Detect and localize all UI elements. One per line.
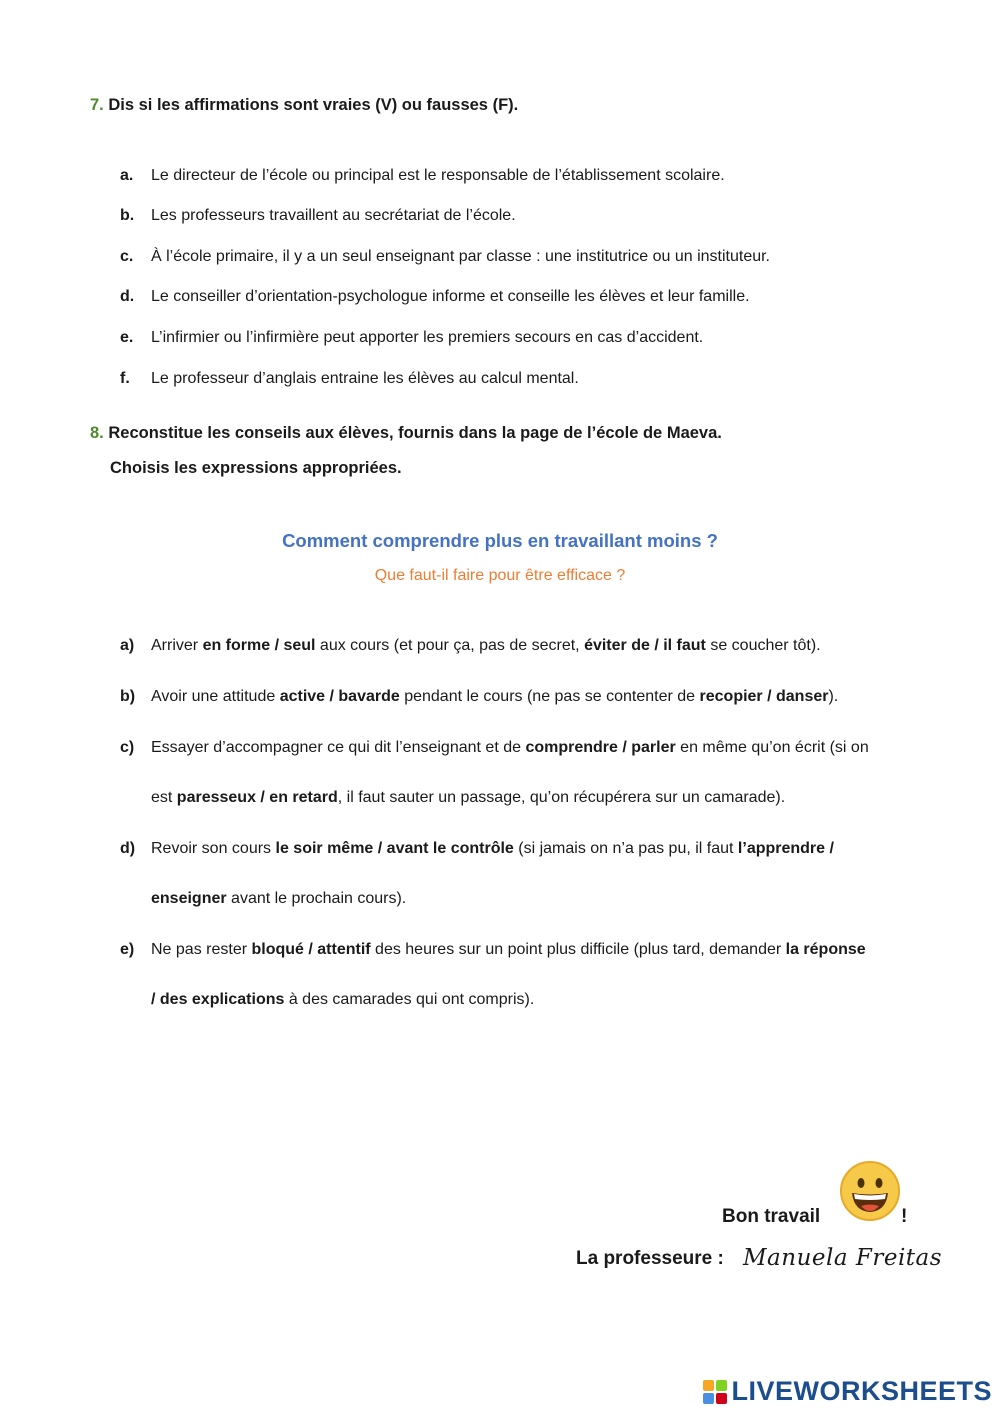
advice-text: pendant le cours (ne pas se contenter de (399, 688, 700, 705)
q7-item-text: À l’école primaire, il y a un seul enseignant par classe : une institutrice ou un instituteur. (151, 248, 770, 265)
advice-text: à des camarades qui ont compris). (284, 991, 535, 1008)
q7-item-label: c. (120, 248, 134, 265)
advice-label: d) (120, 840, 136, 857)
q7-item-label: e. (120, 329, 134, 346)
advice-text: Essayer d’accompagner ce qui dit l’enseignant et de (151, 739, 526, 756)
advice-choice: recopier / danser (699, 688, 829, 705)
teacher-label: La professeure : (576, 1248, 724, 1269)
advice-text: est (151, 789, 177, 806)
q7-item-text: L’infirmier ou l’infirmière peut apporter les premiers secours en cas d’accident. (151, 329, 704, 346)
teacher-signature: Manuela Freitas (743, 1245, 943, 1271)
advice-choice: / des explications (151, 991, 285, 1008)
advice-item-c (120, 739, 869, 757)
advice-choice: enseigner (151, 890, 227, 907)
advice-text: des heures sur un point plus difficile (plus tard, demander (370, 941, 786, 958)
q7-item-c (120, 248, 770, 266)
bon-travail: Bon travail (722, 1206, 821, 1227)
advice-choice: paresseux / en retard (176, 789, 338, 806)
advice-choice: la réponse (785, 941, 866, 958)
q7-item-a (120, 167, 725, 185)
advice-text: Arriver (151, 637, 203, 654)
advice-item-d-cont (151, 890, 406, 908)
advice-label: e) (120, 941, 135, 958)
advice-choice: active / bavarde (279, 688, 400, 705)
q7-item-label: d. (120, 288, 135, 305)
advice-item-b (120, 688, 838, 706)
advice-choice: bloqué / attentif (251, 941, 371, 958)
advice-choice: l’apprendre / (737, 840, 834, 857)
advice-text: Avoir une attitude (151, 688, 280, 705)
smiley-icon (839, 1160, 901, 1222)
advice-text: Ne pas rester (151, 941, 252, 958)
q7-item-d (120, 288, 750, 306)
advice-item-e (120, 941, 866, 959)
advice-label: c) (120, 739, 135, 756)
q7-title: Dis si les affirmations sont vraies (V) ou fausses (F). (108, 96, 519, 114)
advice-text: (si jamais on n’a pas pu, il faut (513, 840, 738, 857)
advice-item-c-cont (151, 789, 785, 807)
advice-item-a (120, 637, 821, 655)
advice-title: Comment comprendre plus en travaillant moins ? (282, 530, 718, 551)
q7-item-label: b. (120, 207, 135, 224)
q7-item-text: Le conseiller d’orientation-psychologue informe et conseille les élèves et leur famille. (151, 288, 750, 305)
advice-choice: comprendre / parler (525, 739, 676, 756)
advice-text: ). (828, 688, 839, 705)
q7-item-label: f. (120, 370, 130, 387)
advice-text: aux cours (et pour ça, pas de secret, (315, 637, 585, 654)
advice-label: b) (120, 688, 136, 705)
advice-item-e-cont (151, 991, 534, 1009)
advice-text: se coucher tôt). (705, 637, 821, 654)
q7-number: 7. (90, 96, 104, 114)
advice-subtitle: Que faut-il faire pour être efficace ? (374, 567, 626, 584)
liveworksheets-logo (703, 1376, 992, 1407)
q7-item-text: Les professeurs travaillent au secrétariat de l’école. (151, 207, 516, 224)
q7-item-text: Le professeur d’anglais entraine les élèves au calcul mental. (151, 370, 579, 387)
brand-name: LIVEWORKSHEETS (731, 1376, 992, 1406)
advice-label: a) (120, 637, 135, 654)
brand-grid-icon (703, 1380, 727, 1404)
advice-text: avant le prochain cours). (226, 890, 407, 907)
exclamation: ! (901, 1206, 908, 1227)
q8-heading (90, 424, 722, 443)
q8-title-line2: Choisis les expressions appropriées. (110, 459, 402, 477)
q7-item-f (120, 370, 579, 388)
advice-text: en même qu’on écrit (si on (675, 739, 869, 756)
q7-item-text: Le directeur de l’école ou principal est le responsable de l’établissement scolaire. (151, 167, 725, 184)
q7-item-e (120, 329, 703, 347)
q7-item-label: a. (120, 167, 134, 184)
advice-choice: éviter de / il faut (584, 637, 706, 654)
advice-item-d (120, 840, 834, 858)
q7-heading (90, 96, 518, 115)
advice-choice: le soir même / avant le contrôle (275, 840, 514, 857)
advice-choice: en forme / seul (202, 637, 316, 654)
advice-text: , il faut sauter un passage, qu’on récupérera sur un camarade). (337, 789, 786, 806)
q8-title-line1: Reconstitue les conseils aux élèves, fournis dans la page de l’école de Maeva. (108, 424, 722, 442)
advice-text: Revoir son cours (151, 840, 276, 857)
q7-item-b (120, 207, 516, 225)
q8-number: 8. (90, 424, 104, 442)
